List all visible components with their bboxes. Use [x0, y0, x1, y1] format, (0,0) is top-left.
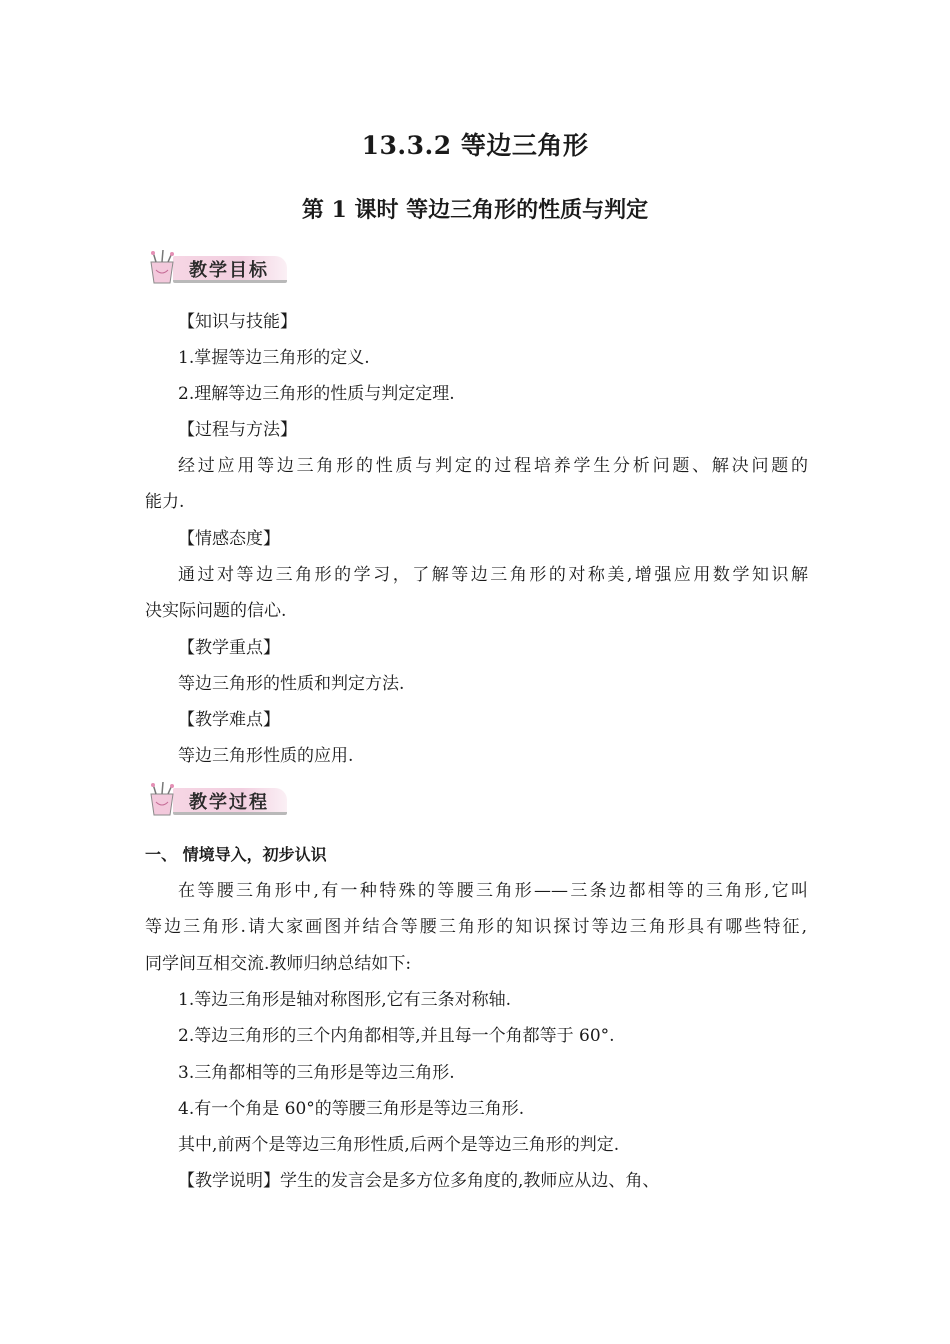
emotion-line-1: 通过对等边三角形的学习，了解等边三角形的对称美,增强应用数学知识解: [178, 565, 808, 585]
key-points-heading: 【教学重点】: [178, 638, 280, 658]
process-method-line-2: 能力.: [145, 492, 185, 512]
knowledge-item-2: 2.理解等边三角形的性质与判定定理.: [178, 384, 455, 404]
page-title: 13.3.2 等边三角形: [361, 131, 589, 160]
key-points-text: 等边三角形的性质和判定方法.: [178, 674, 405, 694]
emotion-heading: 【情感态度】: [178, 529, 280, 549]
process-method-heading: 【过程与方法】: [178, 420, 297, 440]
difficulty-text: 等边三角形性质的应用.: [178, 746, 354, 766]
emotion-line-2: 决实际问题的信心.: [145, 601, 287, 621]
objectives-badge: [143, 246, 293, 288]
intro-para-line-2: 等边三角形.请大家画图并结合等腰三角形的知识探讨等边三角形具有哪些特征,: [145, 917, 807, 937]
badge-label: 教学过程: [189, 792, 269, 813]
list-item-4: 4.有一个角是 60°的等腰三角形是等边三角形.: [178, 1099, 525, 1119]
pencil-cup-icon: [147, 782, 177, 816]
list-item-3: 3.三角都相等的三角形是等边三角形.: [178, 1063, 455, 1083]
pencil-cup-icon: [147, 250, 177, 284]
process-method-line-1: 经过应用等边三角形的性质与判定的过程培养学生分析问题、解决问题的: [178, 456, 808, 476]
list-item-2: 2.等边三角形的三个内角都相等,并且每一个角都等于 60°.: [178, 1026, 615, 1046]
lesson-subtitle: 第 1 课时 等边三角形的性质与判定: [301, 197, 649, 223]
intro-para-line-1: 在等腰三角形中,有一种特殊的等腰三角形——三条边都相等的三角形,它叫: [178, 881, 808, 901]
intro-para-line-3: 同学间互相交流.教师归纳总结如下:: [145, 954, 412, 974]
summary-text: 其中,前两个是等边三角形性质,后两个是等边三角形的判定.: [178, 1135, 620, 1155]
list-item-1: 1.等边三角形是轴对称图形,它有三条对称轴.: [178, 990, 512, 1010]
difficulty-heading: 【教学难点】: [178, 710, 280, 730]
process-badge: [143, 778, 293, 820]
knowledge-item-1: 1.掌握等边三角形的定义.: [178, 348, 370, 368]
teaching-note: 【教学说明】学生的发言会是多方位多角度的,教师应从边、角、: [178, 1171, 660, 1191]
knowledge-heading: 【知识与技能】: [178, 312, 297, 332]
section-1-heading: 一、 情境导入，初步认识: [145, 845, 327, 864]
badge-label: 教学目标: [189, 260, 269, 281]
